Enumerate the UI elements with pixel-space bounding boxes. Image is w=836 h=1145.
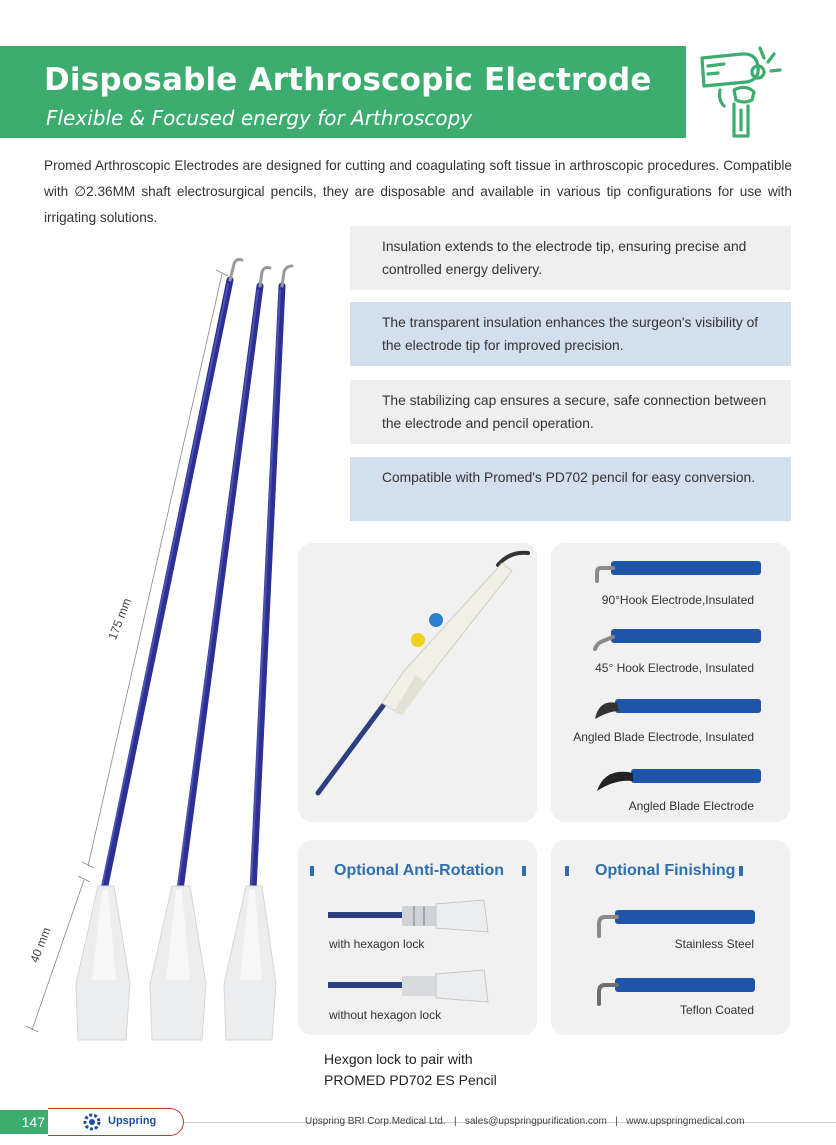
feature-text: The transparent insulation enhances the surgeon's visibility of the electrode tip for improved precision.: [382, 315, 759, 353]
page-number: 147: [0, 1110, 48, 1134]
brand-name: Upspring: [108, 1115, 157, 1127]
angled-blade-icon: [591, 763, 761, 793]
heading-bar-right: [522, 866, 526, 876]
footer-company: Upspring BRI Corp.Medical Ltd.: [305, 1116, 446, 1127]
footer-email[interactable]: sales@upspringpurification.com: [464, 1116, 607, 1127]
tip-label: 90°Hook Electrode,Insulated: [601, 593, 754, 607]
cap-length-label: 40 mm: [27, 925, 54, 965]
electrosurgical-pencil-image: [298, 543, 537, 822]
feature-box-insulation: [350, 226, 791, 290]
finishing-card: [551, 840, 790, 1035]
feature-text: Insulation extends to the electrode tip, ensuring precise and controlled energy delivery.: [382, 239, 747, 277]
hook-90-tip-icon: [591, 555, 761, 583]
feature-box-compatible: [350, 457, 791, 521]
electrodes-illustration: [20, 250, 320, 1090]
note-line: PROMED PD702 ES Pencil: [324, 1072, 497, 1088]
footer-contact: [305, 1116, 745, 1127]
no-hexagon-lock-image: [328, 968, 498, 1004]
feature-text: The stabilizing cap ensures a secure, safe connection between the electrode and pencil operation.: [382, 393, 767, 431]
anti-rotation-card: [298, 840, 537, 1035]
stainless-steel-tip-image: [595, 906, 755, 940]
anti-rotation-heading: Optional Anti-Rotation: [334, 862, 505, 879]
tip-label: Angled Blade Electrode, Insulated: [573, 730, 754, 744]
tip-types-card: [551, 543, 790, 822]
tip-label: Angled Blade Electrode: [628, 799, 754, 813]
hexagon-lock-image: [328, 898, 498, 934]
pencil-card: [298, 543, 537, 822]
hexagon-lock-note: [324, 1049, 497, 1091]
page-subtitle: Flexible & Focused energy for Arthroscopy: [46, 106, 473, 130]
intro-paragraph: Promed Arthroscopic Electrodes are designed for cutting and coagulating soft tissue in arthroscopic procedures. Compatible with ∅2.36MM shaft electrosurgical pencils, they are disposable and available in various tip configurations for use with irrigating solutions.: [44, 158, 792, 225]
footer-separator: |: [615, 1116, 618, 1127]
hook-45-tip-icon: [591, 625, 761, 653]
angled-blade-insulated-icon: [591, 693, 761, 723]
finishing-label: Stainless Steel: [674, 937, 754, 951]
anti-rotation-label: with hexagon lock: [329, 937, 425, 951]
heading-bar-left: [565, 866, 569, 876]
anti-rotation-label: without hexagon lock: [329, 1008, 442, 1022]
feature-text: Compatible with Promed's PD702 pencil for easy conversion.: [382, 470, 756, 485]
knee-joint-icon: [694, 40, 786, 140]
finishing-label: Teflon Coated: [679, 1003, 754, 1017]
feature-box-transparent: [350, 302, 791, 366]
footer-website[interactable]: www.upspringmedical.com: [626, 1116, 745, 1127]
finishing-heading: Optional Finishing: [595, 862, 736, 879]
tip-label: 45° Hook Electrode, Insulated: [595, 661, 754, 675]
shaft-length-label: 175 mm: [105, 596, 134, 642]
page-title: Disposable Arthroscopic Electrode: [44, 62, 652, 98]
heading-bar-right: [739, 866, 743, 876]
footer-separator: |: [453, 1116, 457, 1127]
heading-bar-left: [310, 866, 314, 876]
brand-gear-icon: [80, 1111, 104, 1133]
feature-box-stabilizing: [350, 380, 791, 444]
note-line: Hexgon lock to pair with: [324, 1051, 473, 1067]
